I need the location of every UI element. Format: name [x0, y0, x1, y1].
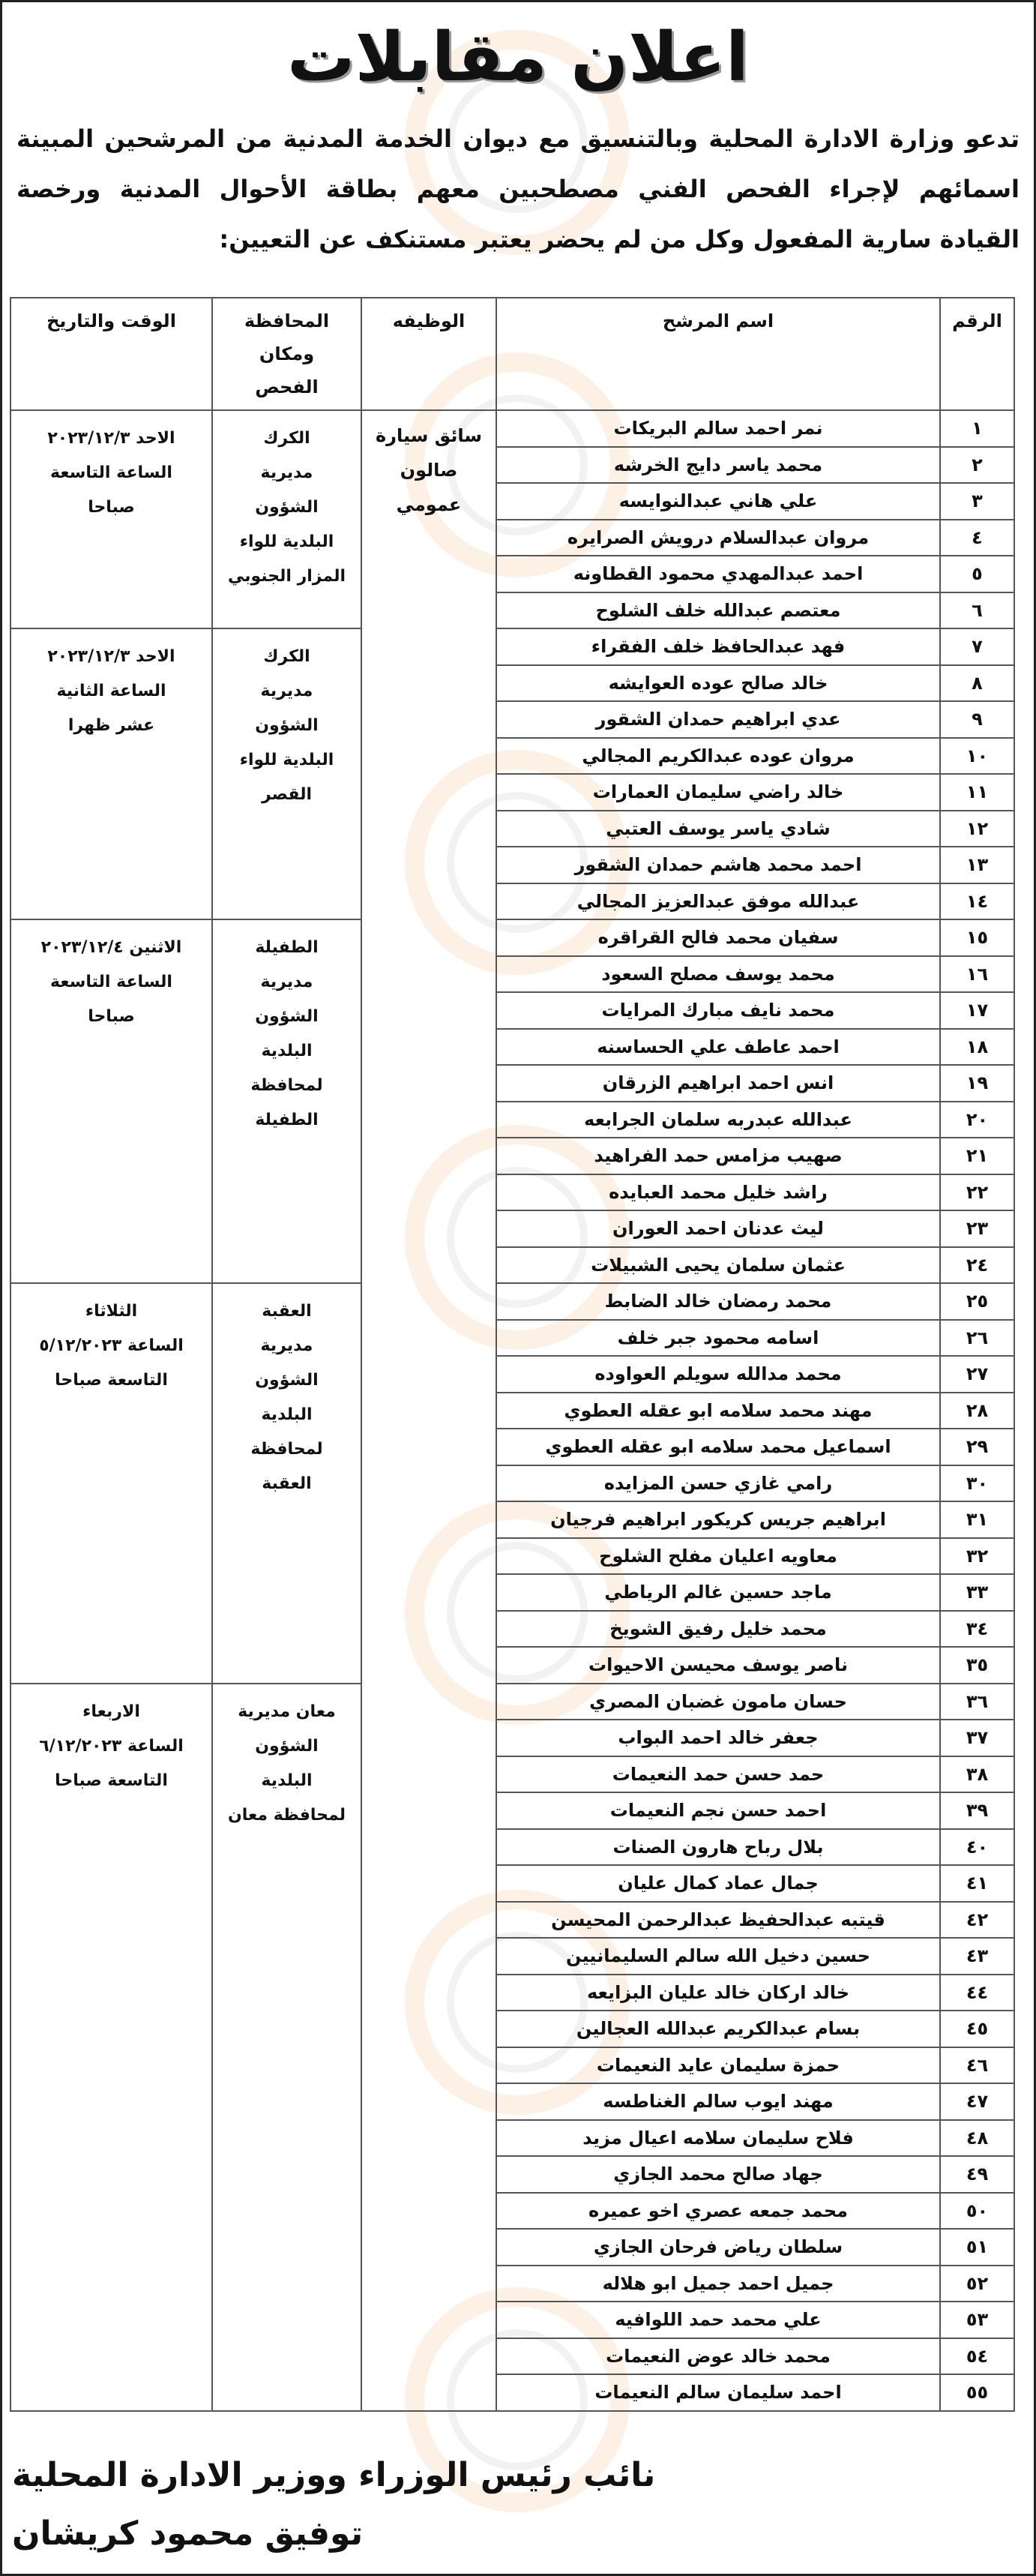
exam-datetime-line: الساعة الثانية — [56, 682, 166, 700]
exam-datetime-line: الساعة ٦/١٢/٢٠٢٣ — [39, 1736, 184, 1756]
row-number: ٣٩ — [940, 1792, 1014, 1829]
exam-location-line: البلدية للواء — [239, 532, 334, 551]
row-number: ١٦ — [940, 956, 1014, 993]
candidate-name: مهند ايوب سالم الغناطسه — [496, 2083, 940, 2120]
row-number: ٨ — [940, 665, 1014, 702]
row-number: ٢٧ — [940, 1356, 1014, 1393]
candidate-name: اسامه محمود جبر خلف — [496, 1320, 940, 1357]
table-row — [10, 628, 1014, 665]
row-number: ٩ — [940, 701, 1014, 738]
signatory-position: نائب رئيس الوزراء ووزير الادارة المحلية — [12, 2456, 656, 2494]
row-number: ٢٨ — [940, 1393, 1014, 1429]
intro-line: تدعو وزارة الادارة المحلية وبالتنسيق مع ديوان الخدمة المدنية من المرشحين المبينة — [16, 124, 1020, 153]
row-number: ٣٣ — [940, 1574, 1014, 1611]
candidate-name: عبدالله موفق عبدالعزيز المجالي — [496, 883, 940, 920]
candidate-name: رامي غازي حسن المزايده — [496, 1465, 940, 1502]
candidate-name: معاويه اعليان مفلح الشلوح — [496, 1538, 940, 1575]
exam-datetime-line: عشر ظهرا — [67, 716, 155, 735]
candidate-name: عبدالله عبدربه سلمان الجرابعه — [496, 1102, 940, 1138]
job-title-line: صالون — [400, 460, 458, 481]
candidate-name: صهيب مزامس حمد الفراهيد — [496, 1138, 940, 1174]
candidate-name: ليث عدنان احمد العوران — [496, 1210, 940, 1247]
page-title: اعلان مقابلات — [287, 18, 749, 97]
exam-location-line: الكرك — [263, 429, 310, 448]
table-row — [10, 1684, 1014, 1720]
table-row — [10, 410, 1014, 447]
candidate-name: محمد خالد عوض النعيمات — [496, 2338, 940, 2375]
candidate-name: سلطان رياض فرحان الجازي — [496, 2229, 940, 2266]
row-number: ٣٠ — [940, 1465, 1014, 1502]
exam-location-line: الكرك — [263, 647, 310, 666]
candidate-name: خالد صالح عوده العوايشه — [496, 665, 940, 702]
exam-location-line: الشؤون — [255, 1007, 319, 1026]
row-number: ٢٦ — [940, 1320, 1014, 1357]
row-number: ٤١ — [940, 1865, 1014, 1902]
exam-location-line: البلدية — [261, 1042, 313, 1060]
exam-location-line: المزار الجنوبي — [227, 567, 346, 586]
candidate-name: عثمان سلمان يحيى الشبيلات — [496, 1247, 940, 1284]
candidate-name: احمد عبدالمهدي محمود القطاونه — [496, 556, 940, 592]
candidate-name: مهند محمد سلامه ابو عقله العطوي — [496, 1393, 940, 1429]
exam-location-line: العقبة — [262, 1302, 312, 1321]
candidate-name: محمد خليل رفيق الشويخ — [496, 1611, 940, 1648]
candidate-name: احمد حسن نجم النعيمات — [496, 1792, 940, 1829]
exam-location-line: لمحافظة معان — [227, 1805, 346, 1825]
candidate-name: قيتبه عبدالحفيظ عبدالرحمن المحيسن — [496, 1902, 940, 1939]
job-title-line: عمومي — [396, 494, 462, 515]
row-number: ٣٨ — [940, 1756, 1014, 1793]
row-number: ١٥ — [940, 919, 1014, 956]
candidate-name: علي محمد حمد اللوافيه — [496, 2302, 940, 2338]
row-number: ١٤ — [940, 883, 1014, 920]
table-header-row — [10, 298, 1014, 410]
exam-datetime-line: الاحد ٢٠٢٣/١٢/٣ — [47, 429, 175, 448]
candidate-name: جعفر خالد احمد البواب — [496, 1720, 940, 1756]
row-number: ٣٧ — [940, 1720, 1014, 1756]
header-datetime: الوقت والتاريخ — [10, 298, 212, 410]
row-number: ٤ — [940, 520, 1014, 556]
row-number: ٤٩ — [940, 2156, 1014, 2193]
exam-location-line: الطفيلة — [255, 938, 319, 957]
candidate-name: ابراهيم جريس كريكور ابراهيم فرجيان — [496, 1501, 940, 1538]
header-job: الوظيفه — [361, 298, 496, 410]
exam-datetime-line: الساعة التاسعة — [50, 463, 172, 482]
exam-location-cell — [212, 1283, 361, 1684]
candidate-name: بسام عبدالكريم عبدالله العجالين — [496, 2011, 940, 2047]
candidate-name: اسماعيل محمد سلامه ابو عقله العطوي — [496, 1429, 940, 1465]
row-number: ١ — [940, 410, 1014, 447]
candidate-name: جميل احمد جميل ابو هلاله — [496, 2266, 940, 2302]
row-number: ٥٢ — [940, 2266, 1014, 2302]
exam-location-line: الشؤون — [255, 716, 319, 735]
candidate-name: احمد سليمان سالم النعيمات — [496, 2374, 940, 2411]
row-number: ٧ — [940, 628, 1014, 665]
candidate-name: ناصر يوسف محيسن الاحيوات — [496, 1647, 940, 1684]
exam-location-line: البلدية للواء — [239, 751, 334, 769]
exam-location-line: معان مديرية — [238, 1702, 336, 1721]
signature-block — [12, 2446, 687, 2563]
candidate-name: جهاد صالح محمد الجازي — [496, 2156, 940, 2193]
exam-location-line: العقبة — [262, 1474, 312, 1493]
row-number: ٤٤ — [940, 1975, 1014, 2011]
intro-line: اسمائهم لإجراء الفحص الفني مصطحبين معهم بطاقة الأحوال المدنية ورخصة — [16, 175, 1020, 203]
row-number: ٢٣ — [940, 1210, 1014, 1247]
candidate-name: شادي ياسر يوسف العتبي — [496, 811, 940, 847]
row-number: ٢٥ — [940, 1283, 1014, 1320]
candidate-name: علي هاني عبدالنوايسه — [496, 483, 940, 520]
exam-datetime-cell — [10, 1684, 212, 2411]
exam-datetime-line: التاسعة صباحا — [55, 1371, 168, 1390]
candidate-name: حسان مامون غضبان المصري — [496, 1684, 940, 1720]
header-name: اسم المرشح — [496, 298, 940, 410]
exam-location-line: لمحافظة — [250, 1076, 323, 1095]
candidate-name: بلال رباح هارون الصنات — [496, 1829, 940, 1866]
intro-line: القيادة سارية المفعول وكل من لم يحضر يعتبر مستنكف عن التعيين: — [219, 225, 1020, 253]
exam-datetime-cell — [10, 1283, 212, 1684]
job-title-cell — [361, 410, 496, 2411]
row-number: ٢٩ — [940, 1429, 1014, 1465]
exam-location-cell — [212, 919, 361, 1283]
row-number: ٥٣ — [940, 2302, 1014, 2338]
candidate-name: فهد عبدالحافظ خلف الفقراء — [496, 628, 940, 665]
candidates-table — [10, 297, 1015, 2412]
row-number: ١٠ — [940, 738, 1014, 775]
candidate-name: حمزة سليمان عايد النعيمات — [496, 2047, 940, 2084]
exam-location-line: الشؤون — [255, 1736, 319, 1756]
row-number: ٢١ — [940, 1138, 1014, 1174]
row-number: ٢٠ — [940, 1102, 1014, 1138]
row-number: ٥٤ — [940, 2338, 1014, 2375]
candidate-name: راشد خليل محمد العبايده — [496, 1174, 940, 1211]
table-row — [10, 919, 1014, 956]
row-number: ٤٣ — [940, 1938, 1014, 1975]
exam-datetime-line: صباحا — [88, 1007, 135, 1026]
candidate-name: عدي ابراهيم حمدان الشقور — [496, 701, 940, 738]
candidate-name: محمد مدالله سويلم العواوده — [496, 1356, 940, 1393]
exam-datetime-line: صباحا — [88, 498, 135, 517]
candidate-name: احمد عاطف علي الحساسنه — [496, 1029, 940, 1066]
intro-paragraph — [16, 114, 1020, 265]
candidate-name: ماجد حسين غالم الرياطي — [496, 1574, 940, 1611]
exam-datetime-line: التاسعة صباحا — [55, 1771, 168, 1790]
exam-datetime-line: الاربعاء — [82, 1702, 140, 1721]
candidate-name: محمد يوسف مصلح السعود — [496, 956, 940, 993]
candidate-name: مروان عبدالسلام درويش الصرايره — [496, 520, 940, 556]
row-number: ٢٤ — [940, 1247, 1014, 1284]
row-number: ١٨ — [940, 1029, 1014, 1066]
row-number: ٤٧ — [940, 2083, 1014, 2120]
exam-location-line: الشؤون — [255, 498, 319, 517]
row-number: ٣ — [940, 483, 1014, 520]
row-number: ٣٢ — [940, 1538, 1014, 1575]
header-location-line: المحافظة — [244, 310, 330, 331]
header-number: الرقم — [940, 298, 1014, 410]
row-number: ١٢ — [940, 811, 1014, 847]
row-number: ٥٠ — [940, 2193, 1014, 2230]
row-number: ٤٨ — [940, 2120, 1014, 2157]
candidate-name: احمد محمد هاشم حمدان الشقور — [496, 847, 940, 883]
row-number: ٤٢ — [940, 1902, 1014, 1939]
candidate-name: محمد نايف مبارك المرايات — [496, 992, 940, 1029]
candidate-name: محمد رمضان خالد الضابط — [496, 1283, 940, 1320]
exam-datetime-line: الثلاثاء — [85, 1302, 138, 1321]
row-number: ٦ — [940, 592, 1014, 629]
exam-location-line: مديرية — [260, 973, 313, 991]
row-number: ٥ — [940, 556, 1014, 592]
candidate-name: معتصم عبدالله خلف الشلوح — [496, 592, 940, 629]
row-number: ١١ — [940, 774, 1014, 811]
table-body — [10, 410, 1014, 2411]
candidate-name: مروان عوده عبدالكريم المجالي — [496, 738, 940, 775]
signatory-name: توفيق محمود كريشان — [12, 2515, 364, 2553]
candidate-name: محمد ياسر دايج الخرشه — [496, 447, 940, 484]
row-number: ٣٥ — [940, 1647, 1014, 1684]
candidate-name: سفيان محمد فالح القراقره — [496, 919, 940, 956]
exam-location-line: البلدية — [261, 1405, 313, 1424]
exam-location-cell — [212, 628, 361, 919]
row-number: ١٧ — [940, 992, 1014, 1029]
row-number: ٢٢ — [940, 1174, 1014, 1211]
row-number: ٤٦ — [940, 2047, 1014, 2084]
exam-datetime-line: الاحد ٢٠٢٣/١٢/٣ — [47, 647, 175, 666]
exam-location-line: القصر — [262, 785, 312, 804]
candidate-name: خالد راضي سليمان العمارات — [496, 774, 940, 811]
exam-datetime-cell — [10, 410, 212, 628]
candidate-name: جمال عماد كمال عليان — [496, 1865, 940, 1902]
row-number: ٣٦ — [940, 1684, 1014, 1720]
row-number: ٣١ — [940, 1501, 1014, 1538]
candidate-name: انس احمد ابراهيم الزرقان — [496, 1065, 940, 1102]
exam-location-line: الطفيلة — [255, 1111, 319, 1129]
exam-datetime-cell — [10, 919, 212, 1283]
row-number: ٥٥ — [940, 2374, 1014, 2411]
row-number: ٤٠ — [940, 1829, 1014, 1866]
header-location — [212, 298, 361, 410]
candidate-name: محمد جمعه عصري اخو عميره — [496, 2193, 940, 2230]
header-location-line: ومكان — [259, 343, 315, 364]
exam-location-cell — [212, 1684, 361, 2411]
candidate-name: حمد حسن حمد النعيمات — [496, 1756, 940, 1793]
exam-location-line: البلدية — [261, 1771, 313, 1790]
exam-location-line: مديرية — [260, 463, 313, 482]
exam-location-line: مديرية — [260, 1336, 313, 1355]
exam-datetime-cell — [10, 628, 212, 919]
candidate-name: نمر احمد سالم البريكات — [496, 410, 940, 447]
job-title-line: سائق سيارة — [375, 425, 482, 446]
row-number: ٢ — [940, 447, 1014, 484]
exam-datetime-line: الساعة التاسعة — [50, 973, 172, 991]
exam-datetime-line: الاثنين ٢٠٢٣/١٢/٤ — [40, 938, 182, 957]
exam-location-cell — [212, 410, 361, 628]
row-number: ١٣ — [940, 847, 1014, 883]
exam-location-line: الشؤون — [255, 1371, 319, 1390]
candidate-name: خالد اركان خالد عليان البزايعه — [496, 1975, 940, 2011]
exam-location-line: مديرية — [260, 682, 313, 700]
row-number: ٣٤ — [940, 1611, 1014, 1648]
row-number: ٥١ — [940, 2229, 1014, 2266]
table-row — [10, 1283, 1014, 1320]
row-number: ١٩ — [940, 1065, 1014, 1102]
candidate-name: حسين دخيل الله سالم السليمانيين — [496, 1938, 940, 1975]
exam-location-line: لمحافظة — [250, 1440, 323, 1459]
candidate-name: فلاح سليمان سلامه اعيال مزيد — [496, 2120, 940, 2157]
row-number: ٤٥ — [940, 2011, 1014, 2047]
header-location-line: الفحص — [255, 376, 319, 397]
exam-datetime-line: الساعة ٥/١٢/٢٠٢٣ — [39, 1336, 184, 1355]
